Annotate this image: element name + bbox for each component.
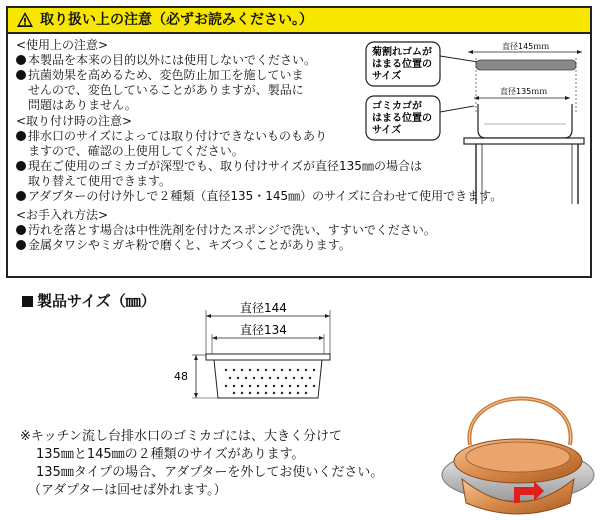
install-item-3: アダプターの付け外しで２種類（直径135・145㎜）のサイズに合わせて使用できます。	[16, 189, 502, 204]
note-line-2: 135㎜と145㎜の２種類のサイズがあります。	[36, 447, 305, 462]
caution-header	[8, 8, 590, 34]
install-item-1: 排水口のサイズによっては取り付けできないものもあり	[16, 129, 327, 144]
install-heading: <取り付け時の注意>	[16, 114, 133, 128]
install-item-2-line-2: 取り替えて使用できます。	[28, 174, 172, 188]
dim-145-label: 直径145ｍｍ	[502, 42, 550, 51]
height-48-label: 48	[174, 370, 188, 383]
callout1-line1: 菊割れゴムが	[372, 47, 432, 58]
basket-photo	[440, 375, 596, 517]
bullet-icon	[16, 225, 26, 235]
care-heading: <お手入れ方法>	[16, 208, 109, 222]
callout2-line2: はまる位置の	[372, 113, 432, 124]
dim-135-label: 直径135ｍｍ	[500, 87, 548, 96]
callout1-line3: サイズ	[372, 71, 402, 82]
usage-item-2-line-3: 問題はありません。	[28, 98, 137, 112]
caution-box	[6, 6, 592, 278]
square-bullet-icon	[22, 296, 33, 307]
callout2-line3: サイズ	[372, 125, 402, 136]
product-size-title: 製品サイズ（㎜）	[22, 290, 156, 311]
caution-title: 取り扱い上の注意（必ずお読みください。）	[40, 12, 313, 28]
note-line-4: （アダプターは回せば外れます。）	[28, 483, 227, 498]
bullet-icon	[16, 55, 26, 65]
bullet-icon	[16, 191, 26, 201]
dim-144-label: 直径144	[240, 301, 287, 315]
care-item-1: 汚れを落とす場合は中性洗剤を付けたスポンジで洗い、すすいでください。	[16, 223, 436, 238]
install-item-2: 現在ご使用のゴミカゴが深型でも、取り付けサイズが直径135㎜の場合は	[16, 159, 422, 174]
product-size-diagram	[170, 300, 340, 410]
usage-item-2-line-2: せんので、変色していることがありますが、製品に	[28, 83, 304, 97]
warning-icon	[16, 11, 34, 29]
usage-item-1: 本製品を本来の目的以外には使用しないでください。	[16, 53, 316, 68]
bullet-icon	[16, 240, 26, 250]
bullet-icon	[16, 131, 26, 141]
bullet-icon	[16, 161, 26, 171]
install-item-1-line-2: ますので、確認の上使用してください。	[28, 144, 244, 158]
dim-134-label: 直径134	[240, 323, 287, 337]
note-line-3: 135㎜タイプの場合、アダプターを外してお使いください。	[36, 465, 384, 480]
bullet-icon	[16, 70, 26, 80]
note-line-1: ※キッチン流し台排水口のゴミカゴには、大きく分けて	[20, 429, 342, 444]
care-item-2: 金属タワシやミガキ粉で磨くと、キズつくことがあります。	[16, 238, 351, 253]
callout2-line1: ゴミカゴが	[372, 101, 422, 112]
usage-heading: <使用上の注意>	[16, 38, 109, 52]
drain-size-diagram	[364, 38, 590, 208]
usage-item-2: 抗菌効果を高めるため、変色防止加工を施していま	[16, 68, 304, 83]
callout1-line2: はまる位置の	[372, 59, 432, 70]
